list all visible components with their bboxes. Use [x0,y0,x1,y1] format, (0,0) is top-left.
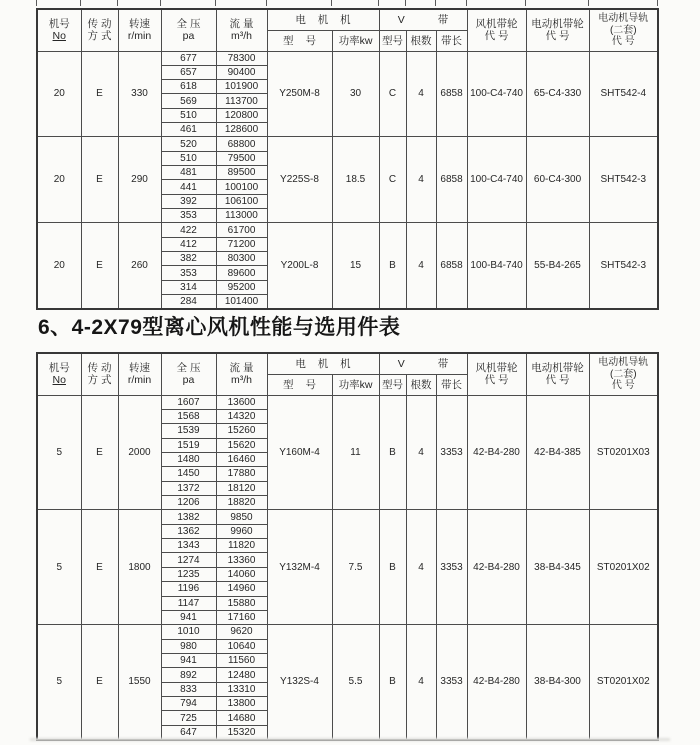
motor-model-cell: Y160M-4 [267,395,332,510]
col-header-machine-no-line: 机号 [48,17,70,30]
column-line-remnant [588,0,589,6]
belt-model-cell: B [379,395,406,510]
pressure-cell: 1450 [161,467,216,481]
column-line-remnant [266,0,267,6]
motor-pulley-cell: 55-B4-265 [526,223,589,309]
col-header-motor-pulley-line: 代 号 [545,30,570,43]
motor-model-cell: Y250M-8 [267,51,332,137]
column-line-remnant [657,0,658,6]
pressure-cell: 412 [161,237,216,251]
drive-mode-cell: E [81,51,118,137]
flow-cell: 13310 [216,682,267,696]
col-header-pressure [161,353,216,395]
motor-pulley-cell: 42-B4-385 [526,395,589,510]
belt-length-cell: 6858 [436,51,467,137]
col-header-speed-line: 转速 [129,361,150,374]
speed-cell: 260 [118,223,161,309]
col-header-motor-group: 电 机 机 [267,353,379,374]
flow-cell: 15260 [216,424,267,438]
motor-model-cell: Y200L-8 [267,223,332,309]
col-header-machine-no [37,9,81,51]
pressure-cell: 510 [161,151,216,165]
operating-point-row [37,625,658,639]
belt-count-cell: 4 [406,223,436,309]
speed-cell: 1550 [118,625,161,740]
pressure-cell: 1519 [161,438,216,452]
col-header-motor-model: 型 号 [267,374,332,395]
motor-model-cell: Y132S-4 [267,625,332,740]
pressure-cell: 569 [161,94,216,108]
drive-mode-cell: E [81,625,118,740]
col-header-pressure-line: 全 压 [176,17,201,30]
pressure-cell: 1196 [161,582,216,596]
flow-cell: 15620 [216,438,267,452]
pressure-cell: 657 [161,65,216,79]
col-header-fan-pulley [467,9,526,51]
column-line-remnant [36,0,37,6]
col-header-speed-line: 转速 [129,17,150,30]
col-header-belt-model: 型号 [379,30,406,51]
flow-cell: 9620 [216,625,267,639]
belt-length-cell: 3353 [436,510,467,625]
fan-spec-table-no5 [36,352,659,741]
motor-pulley-cell: 65-C4-330 [526,51,589,137]
pressure-cell: 353 [161,209,216,223]
flow-cell: 71200 [216,237,267,251]
pressure-cell: 1607 [161,395,216,409]
motor-power-cell: 11 [332,395,379,510]
motor-model-cell: Y132M-4 [267,510,332,625]
pressure-cell: 382 [161,252,216,266]
col-header-motor-power: 功率kw [332,374,379,395]
motor-rail-cell: SHT542-3 [589,137,658,223]
flow-cell: 128600 [216,123,267,137]
machine-no-cell: 5 [37,395,81,510]
pressure-cell: 1274 [161,553,216,567]
pressure-cell: 725 [161,711,216,725]
column-line-remnant [378,0,379,6]
pressure-cell: 1372 [161,481,216,495]
machine-no-cell: 5 [37,510,81,625]
motor-rail-cell: ST0201X03 [589,395,658,510]
motor-power-cell: 30 [332,51,379,137]
fan-spec-table-no20 [36,8,659,310]
flow-cell: 15320 [216,725,267,739]
col-header-speed [118,353,161,395]
belt-model-cell: B [379,625,406,740]
belt-model-cell: C [379,51,406,137]
drive-mode-cell: E [81,137,118,223]
fan-pulley-cell: 100-C4-740 [467,137,526,223]
machine-no-cell: 20 [37,223,81,309]
col-header-fan-pulley-line: 代 号 [484,374,509,387]
flow-cell: 13360 [216,553,267,567]
belt-model-cell: B [379,510,406,625]
col-header-speed-line: r/min [127,30,152,43]
col-header-motor-rail-line: 代 号 [611,35,635,47]
fan-pulley-cell: 42-B4-280 [467,395,526,510]
drive-mode-cell: E [81,223,118,309]
fan-pulley-cell: 42-B4-280 [467,625,526,740]
pressure-cell: 510 [161,108,216,122]
flow-cell: 89600 [216,266,267,280]
pressure-cell: 1235 [161,567,216,581]
column-line-remnant [405,0,406,6]
col-header-motor-rail-line: 代 号 [611,379,635,391]
col-header-motor-rail [589,353,658,395]
flow-cell: 10640 [216,639,267,653]
col-header-vbelt-group: V 带 [379,353,467,374]
col-header-motor-group: 电 机 机 [267,9,379,30]
flow-cell: 9960 [216,524,267,538]
operating-point-row [37,51,658,65]
motor-power-cell: 7.5 [332,510,379,625]
col-header-motor-rail [589,9,658,51]
col-header-belt-count: 根数 [406,374,436,395]
col-header-pressure-line: 全 压 [176,361,201,374]
col-header-motor-rail-line: (二套) [609,368,637,380]
col-header-pressure-line: pa [182,374,195,387]
belt-count-cell: 4 [406,51,436,137]
col-header-flow [216,353,267,395]
motor-rail-cell: ST0201X02 [589,510,658,625]
flow-cell: 17160 [216,610,267,624]
motor-power-cell: 5.5 [332,625,379,740]
col-header-motor-rail-line: (二套) [609,24,637,36]
col-header-speed [118,9,161,51]
pressure-cell: 1147 [161,596,216,610]
flow-cell: 61700 [216,223,267,237]
pressure-cell: 520 [161,137,216,151]
flow-cell: 11560 [216,653,267,667]
belt-count-cell: 4 [406,510,436,625]
pressure-cell: 1206 [161,496,216,510]
col-header-flow [216,9,267,51]
motor-power-cell: 15 [332,223,379,309]
motor-rail-cell: SHT542-3 [589,223,658,309]
column-line-remnant [160,0,161,6]
pressure-cell: 794 [161,697,216,711]
belt-length-cell: 6858 [436,223,467,309]
column-line-remnant [80,0,81,6]
col-header-drive-mode-line: 方 式 [87,30,112,43]
flow-cell: 12480 [216,668,267,682]
flow-cell: 89500 [216,166,267,180]
belt-count-cell: 4 [406,625,436,740]
flow-cell: 95200 [216,280,267,294]
col-header-belt-model: 型号 [379,374,406,395]
pressure-cell: 1539 [161,424,216,438]
flow-cell: 90400 [216,65,267,79]
pressure-cell: 980 [161,639,216,653]
fan-pulley-cell: 100-B4-740 [467,223,526,309]
col-header-machine-no-line: No [52,374,66,387]
col-header-flow-line: 流 量 [229,361,254,374]
pressure-cell: 1480 [161,452,216,466]
pressure-cell: 677 [161,51,216,65]
scan-shadow [30,738,670,741]
col-header-motor-rail-line: 电动机导轨 [598,13,649,25]
pressure-cell: 1010 [161,625,216,639]
col-header-drive-mode-line: 方 式 [87,374,112,387]
col-header-motor-model: 型 号 [267,30,332,51]
flow-cell: 113000 [216,209,267,223]
operating-point-row [37,137,658,151]
col-header-machine-no-line: No [52,30,66,43]
column-line-remnant [435,0,436,6]
flow-cell: 18120 [216,481,267,495]
drive-mode-cell: E [81,510,118,625]
col-header-drive-mode-line: 传 动 [87,361,112,374]
col-header-motor-pulley-line: 代 号 [545,374,570,387]
col-header-fan-pulley-line: 风机带轮 [475,17,518,30]
previous-table-crop-remnant [0,0,700,7]
column-line-remnant [466,0,467,6]
column-line-remnant [525,0,526,6]
col-header-motor-pulley-line: 电动机带轮 [531,17,584,30]
col-header-motor-pulley [526,9,589,51]
col-header-fan-pulley-line: 代 号 [484,30,509,43]
pressure-cell: 392 [161,194,216,208]
col-header-drive-mode [81,9,118,51]
column-line-remnant [215,0,216,6]
pressure-cell: 461 [161,123,216,137]
flow-cell: 13800 [216,697,267,711]
col-header-machine-no [37,353,81,395]
flow-cell: 78300 [216,51,267,65]
col-header-machine-no-line: 机号 [48,361,70,374]
pressure-cell: 481 [161,166,216,180]
pressure-cell: 833 [161,682,216,696]
pressure-cell: 314 [161,280,216,294]
belt-length-cell: 3353 [436,395,467,510]
flow-cell: 120800 [216,108,267,122]
flow-cell: 9850 [216,510,267,524]
col-header-fan-pulley [467,353,526,395]
pressure-cell: 647 [161,725,216,739]
col-header-motor-rail-line: 电动机导轨 [598,357,649,369]
pressure-cell: 353 [161,266,216,280]
flow-cell: 11820 [216,539,267,553]
pressure-cell: 941 [161,610,216,624]
flow-cell: 68800 [216,137,267,151]
machine-no-cell: 20 [37,137,81,223]
flow-cell: 17880 [216,467,267,481]
machine-no-cell: 5 [37,625,81,740]
column-line-remnant [331,0,332,6]
drive-mode-cell: E [81,395,118,510]
speed-cell: 1800 [118,510,161,625]
col-header-fan-pulley-line: 风机带轮 [475,361,518,374]
flow-cell: 79500 [216,151,267,165]
pressure-cell: 1568 [161,409,216,423]
belt-length-cell: 6858 [436,137,467,223]
col-header-vbelt-group: V 带 [379,9,467,30]
speed-cell: 330 [118,51,161,137]
pressure-cell: 618 [161,80,216,94]
motor-power-cell: 18.5 [332,137,379,223]
flow-cell: 106100 [216,194,267,208]
flow-cell: 13600 [216,395,267,409]
col-header-flow-line: m³/h [231,374,252,387]
flow-cell: 15880 [216,596,267,610]
col-header-motor-pulley-line: 电动机带轮 [531,361,584,374]
pressure-cell: 892 [161,668,216,682]
fan-pulley-cell: 42-B4-280 [467,510,526,625]
column-line-remnant [117,0,118,6]
pressure-cell: 422 [161,223,216,237]
flow-cell: 113700 [216,94,267,108]
flow-cell: 100100 [216,180,267,194]
flow-cell: 14060 [216,567,267,581]
flow-cell: 18820 [216,496,267,510]
pressure-cell: 1343 [161,539,216,553]
pressure-cell: 441 [161,180,216,194]
col-header-pressure [161,9,216,51]
col-header-belt-length: 带长 [436,374,467,395]
flow-cell: 80300 [216,252,267,266]
fan-pulley-cell: 100-C4-740 [467,51,526,137]
flow-cell: 101400 [216,295,267,309]
col-header-flow-line: m³/h [231,30,252,43]
motor-pulley-cell: 60-C4-300 [526,137,589,223]
motor-pulley-cell: 38-B4-300 [526,625,589,740]
operating-point-row [37,510,658,524]
flow-cell: 16460 [216,452,267,466]
col-header-motor-power: 功率kw [332,30,379,51]
col-header-drive-mode [81,353,118,395]
flow-cell: 14680 [216,711,267,725]
col-header-belt-count: 根数 [406,30,436,51]
flow-cell: 101900 [216,80,267,94]
section-heading: 6、4-2X79型离心风机性能与选用件表 [38,316,401,339]
speed-cell: 2000 [118,395,161,510]
operating-point-row [37,395,658,409]
pressure-cell: 941 [161,653,216,667]
machine-no-cell: 20 [37,51,81,137]
col-header-belt-length: 带长 [436,30,467,51]
belt-model-cell: B [379,223,406,309]
col-header-drive-mode-line: 传 动 [87,17,112,30]
belt-length-cell: 3353 [436,625,467,740]
speed-cell: 290 [118,137,161,223]
belt-count-cell: 4 [406,395,436,510]
flow-cell: 14960 [216,582,267,596]
pressure-cell: 1362 [161,524,216,538]
col-header-flow-line: 流 量 [229,17,254,30]
operating-point-row [37,223,658,237]
pressure-cell: 1382 [161,510,216,524]
belt-count-cell: 4 [406,137,436,223]
belt-model-cell: C [379,137,406,223]
motor-rail-cell: SHT542-4 [589,51,658,137]
col-header-speed-line: r/min [127,374,152,387]
motor-rail-cell: ST0201X02 [589,625,658,740]
col-header-pressure-line: pa [182,30,195,43]
motor-model-cell: Y225S-8 [267,137,332,223]
flow-cell: 14320 [216,409,267,423]
motor-pulley-cell: 38-B4-345 [526,510,589,625]
col-header-motor-pulley [526,353,589,395]
pressure-cell: 284 [161,295,216,309]
